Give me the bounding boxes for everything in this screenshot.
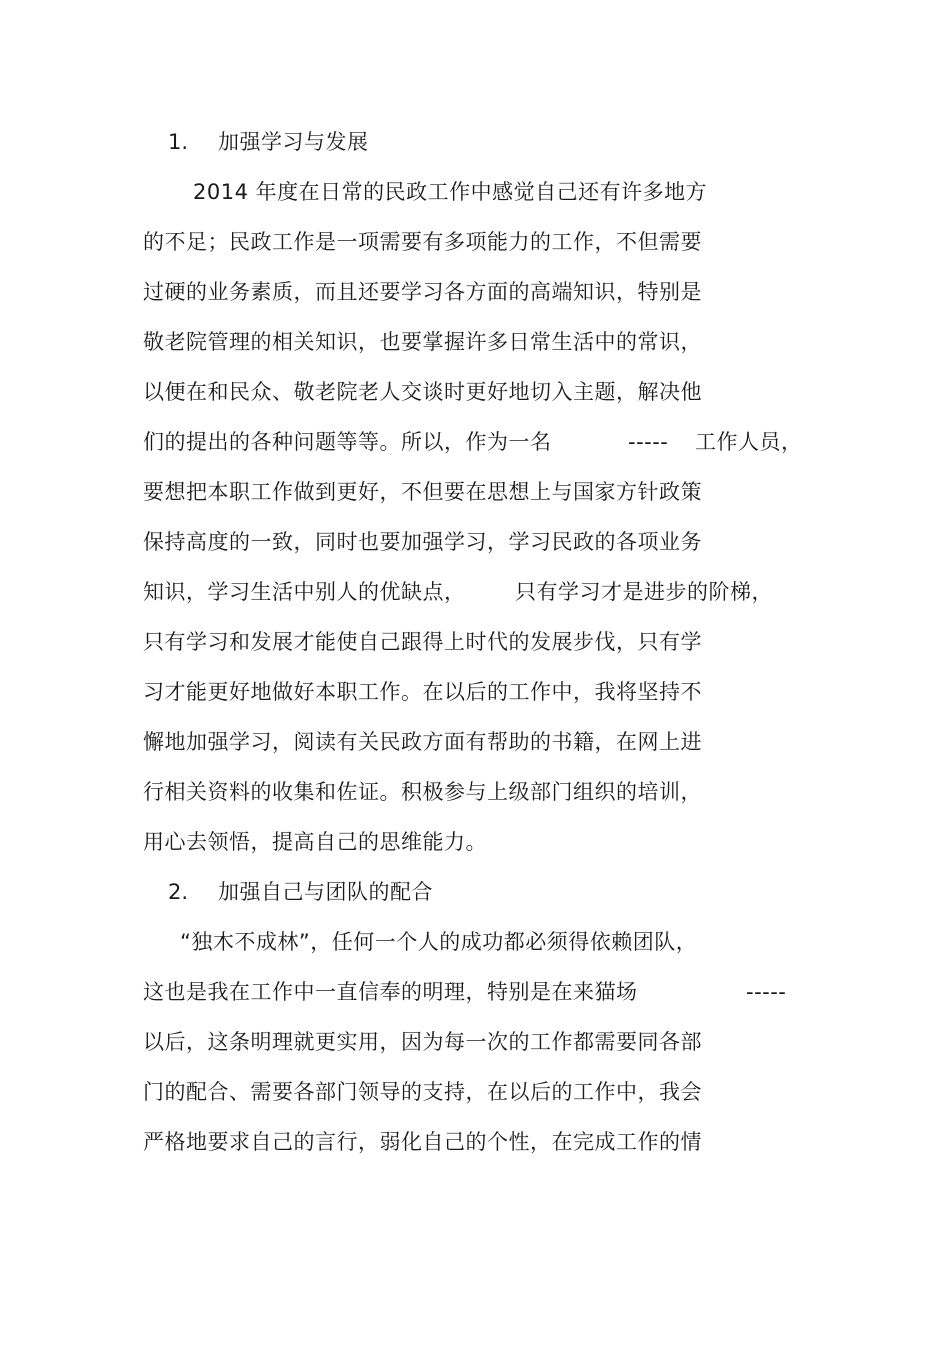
- paragraph-line: 行相关资料的收集和佐证。积极参与上级部门组织的培训，: [143, 780, 702, 804]
- section-2-number: 2.: [168, 880, 189, 904]
- paragraph-line: 2014 年度在日常的民政工作中感觉自己还有许多地方: [193, 180, 708, 204]
- paragraph-line: 以后，这条明理就更实用，因为每一次的工作都需要同各部: [143, 1030, 702, 1054]
- section-1-number: 1.: [168, 130, 189, 154]
- paragraph-line: 习才能更好地做好本职工作。在以后的工作中，我将坚持不: [143, 680, 702, 704]
- paragraph-line: 要想把本职工作做到更好，不但要在思想上与国家方针政策: [143, 480, 702, 504]
- paragraph-line: 保持高度的一致，同时也要加强学习，学习民政的各项业务: [143, 530, 702, 554]
- paragraph-line: 过硬的业务素质，而且还要学习各方面的高端知识，特别是: [143, 280, 702, 304]
- paragraph-line: 用心去领悟，提高自己的思维能力。: [143, 830, 487, 854]
- paragraph-line: 门的配合、需要各部门领导的支持，在以后的工作中，我会: [143, 1080, 702, 1104]
- paragraph-line: 敬老院管理的相关知识，也要掌握许多日常生活中的常识，: [143, 330, 702, 354]
- paragraph-line: 以便在和民众、敬老院老人交谈时更好地切入主题，解决他: [143, 380, 702, 404]
- paragraph-line-end: 工作人员，: [695, 430, 803, 454]
- paragraph-line: 的不足；民政工作是一项需要有多项能力的工作，不但需要: [143, 230, 702, 254]
- paragraph-line: 懈地加强学习，阅读有关民政方面有帮助的书籍，在网上进: [143, 730, 702, 754]
- paragraph-line-end: 只有学习才是进步的阶梯，: [515, 580, 773, 604]
- paragraph-line: 知识，学习生活中别人的优缺点，: [143, 580, 466, 604]
- paragraph-line: 严格地要求自己的言行，弱化自己的个性，在完成工作的情: [143, 1130, 702, 1154]
- paragraph-line: 们的提出的各种问题等等。所以，作为一名: [143, 430, 552, 454]
- section-1-title: 加强学习与发展: [218, 130, 369, 154]
- paragraph-line: 只有学习和发展才能使自己跟得上时代的发展步伐，只有学: [143, 630, 702, 654]
- paragraph-line: “独木不成林”，任何一个人的成功都必须得依赖团队，: [180, 930, 698, 954]
- placeholder-dashes: -----: [628, 430, 669, 454]
- paragraph-line: 这也是我在工作中一直信奉的明理，特别是在来猫场: [143, 980, 638, 1004]
- placeholder-dashes: -----: [746, 980, 787, 1004]
- section-2-title: 加强自己与团队的配合: [218, 880, 433, 904]
